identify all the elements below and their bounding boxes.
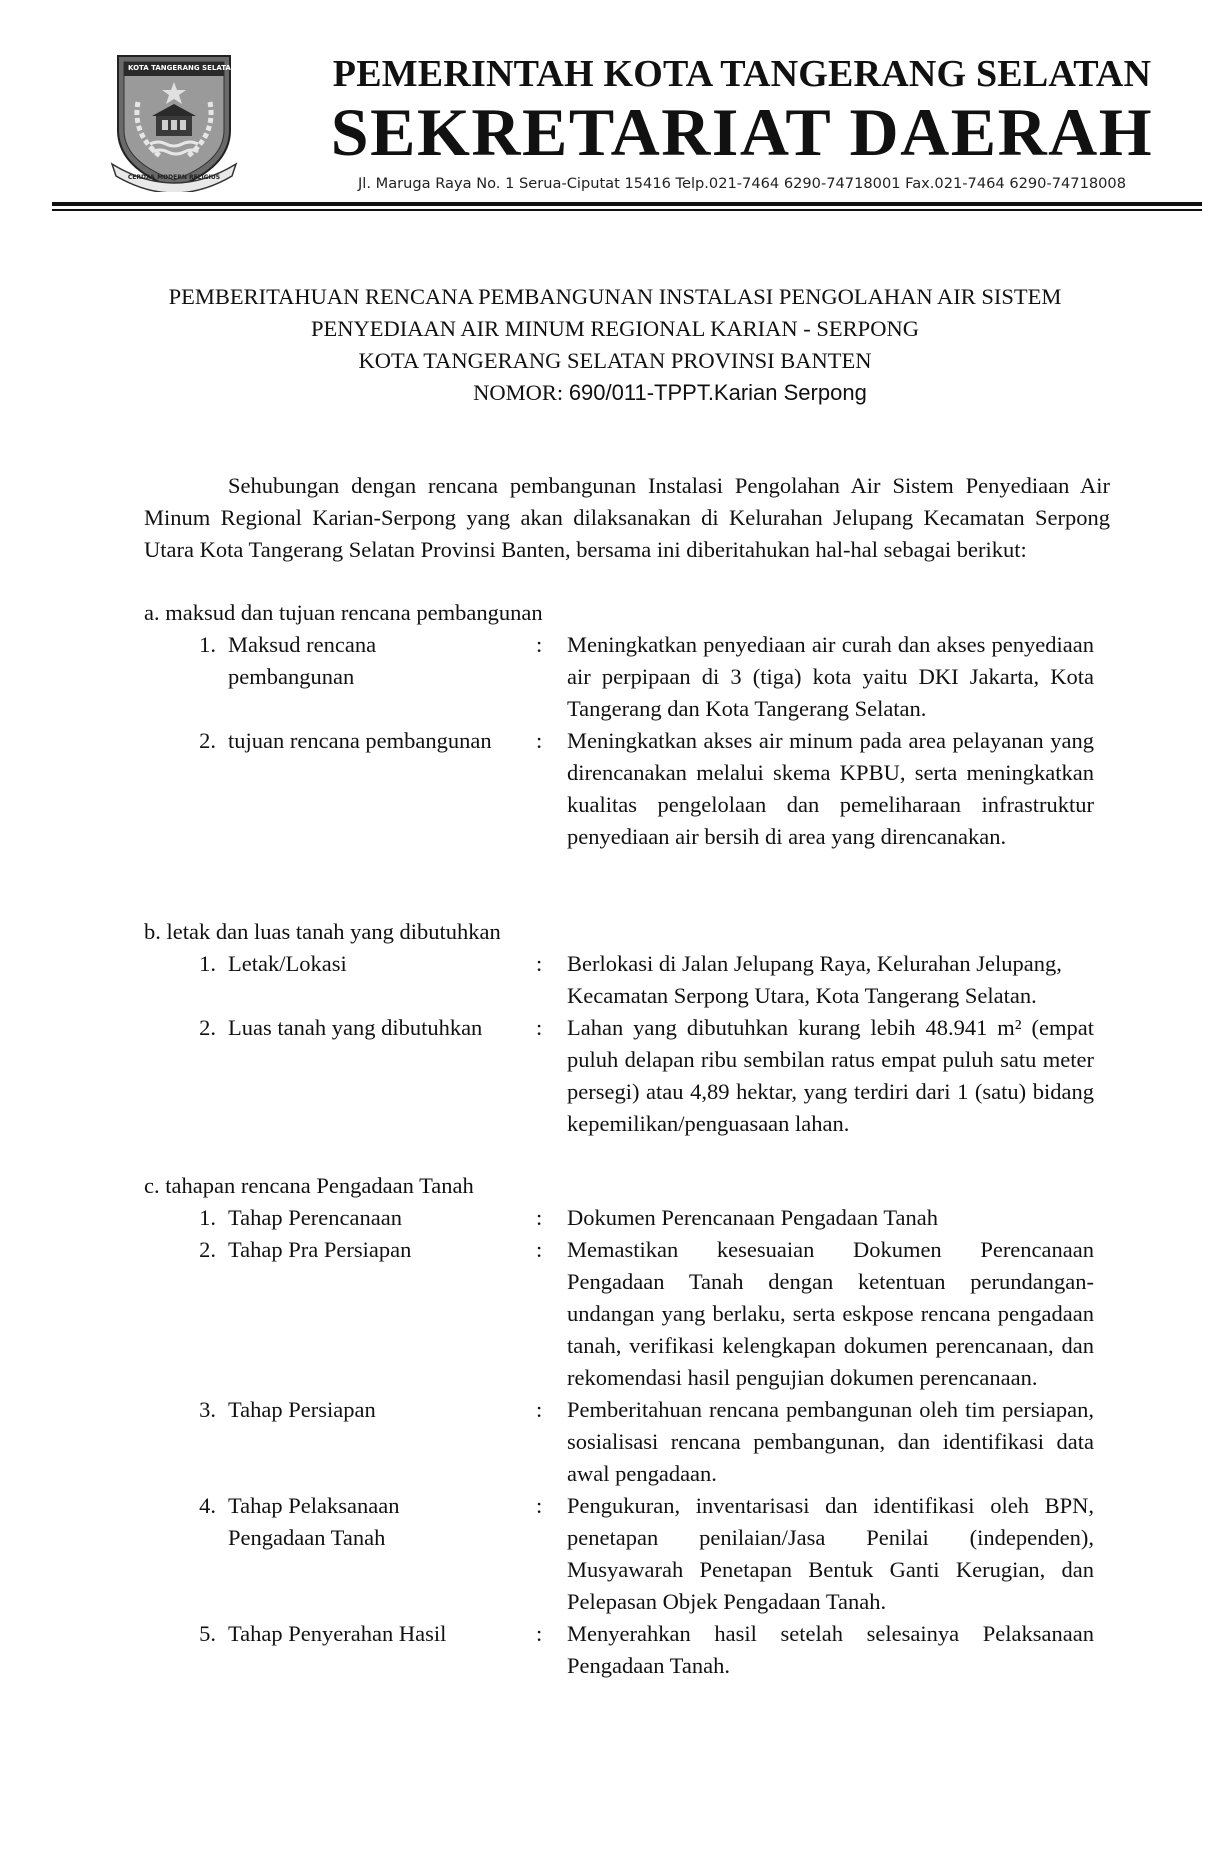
- letterhead-text: [282, 52, 1202, 194]
- item-value: Memastikan kesesuaian Dokumen Perencanaan Pengadaan Tanah dengan ketentuan perundangan-undangan yang berlaku, serta eskpose rencana pengadaan tanah, verifikasi kelengkapan dokumen perencanaan, dan rekomendasi hasil pengujian dokumen perencanaan.: [567, 1237, 1094, 1390]
- department-name: SEKRETARIAT DAERAH: [330, 94, 1154, 170]
- item-number: 2.: [199, 728, 216, 753]
- list-item: [144, 1202, 1104, 1234]
- item-label: Letak/Lokasi: [228, 951, 347, 976]
- item-label: Tahap Perencanaan: [228, 1205, 402, 1230]
- item-number: 2.: [199, 1237, 216, 1262]
- item-colon: :: [536, 1621, 543, 1646]
- nomor-label: NOMOR:: [473, 380, 569, 405]
- list-item: [144, 1394, 1104, 1490]
- item-value: Dokumen Perencanaan Pengadaan Tanah: [567, 1205, 938, 1230]
- item-colon: :: [536, 632, 543, 657]
- list-item: [144, 1012, 1104, 1140]
- list-item: [144, 629, 1104, 725]
- letterhead-rule-thick: [52, 202, 1202, 206]
- intro-paragraph: [144, 470, 1110, 566]
- document-number: [120, 377, 1110, 409]
- item-colon: :: [536, 1397, 543, 1422]
- item-value: Lahan yang dibutuhkan kurang lebih 48.941 m² (empat puluh delapan ribu sembilan ratus empat puluh satu meter persegi) atau 4,89 hektar, yang terdiri dari 1 (satu) bidang kepemilikan/penguasaan lahan.: [567, 1015, 1094, 1136]
- item-label: Maksud rencana pembangunan: [228, 632, 377, 689]
- section-purpose: [144, 597, 1104, 853]
- title-line-3: KOTA TANGERANG SELATAN PROVINSI BANTEN: [358, 348, 872, 373]
- letterhead: [52, 52, 1202, 208]
- item-value: Menyerahkan hasil setelah selesainya Pelaksanaan Pengadaan Tanah.: [567, 1621, 1094, 1678]
- item-value: Pengukuran, inventarisasi dan identifikasi oleh BPN, penetapan penilaian/Jasa Penilai (independen), Musyawarah Penetapan Bentuk Ganti Kerugian, dan Pelepasan Objek Pengadaan Tanah.: [567, 1493, 1094, 1614]
- section-stages: [144, 1170, 1104, 1682]
- item-number: 1.: [199, 632, 216, 657]
- item-number: 2.: [199, 1015, 216, 1040]
- item-label: Tahap Pra Persiapan: [228, 1237, 412, 1262]
- list-item: [144, 725, 1104, 853]
- item-value: Meningkatkan penyediaan air curah dan akses penyediaan air perpipaan di 3 (tiga) kota yaitu DKI Jakarta, Kota Tangerang dan Kota Tangerang Selatan.: [567, 632, 1094, 721]
- item-value: Berlokasi di Jalan Jelupang Raya, Kelurahan Jelupang, Kecamatan Serpong Utara, Kota Tangerang Selatan.: [567, 951, 1062, 1008]
- title-line-1: PEMBERITAHUAN RENCANA PEMBANGUNAN INSTALASI PENGOLAHAN AIR SISTEM: [168, 284, 1062, 309]
- item-number: 1.: [199, 1205, 216, 1230]
- item-label: Tahap Penyerahan Hasil: [228, 1621, 447, 1646]
- item-number: 1.: [199, 951, 216, 976]
- item-colon: :: [536, 1237, 543, 1262]
- item-value: Meningkatkan akses air minum pada area pelayanan yang direncanakan melalui skema KPBU, serta meningkatkan kualitas pengelolaan dan pemeliharaan infrastruktur penyediaan air bersih di area yang direncanakan.: [567, 728, 1094, 849]
- section-heading: a. maksud dan tujuan rencana pembangunan: [144, 600, 543, 625]
- logo-label-text: KOTA TANGERANG SELATAN: [128, 64, 237, 72]
- list-item: [144, 1234, 1104, 1394]
- item-colon: :: [536, 1493, 543, 1518]
- item-label: tujuan rencana pembangunan: [228, 728, 492, 753]
- section-heading: b. letak dan luas tanah yang dibutuhkan: [144, 919, 501, 944]
- list-item: [144, 948, 1104, 1012]
- item-number: 3.: [199, 1397, 216, 1422]
- list-item: [144, 1490, 1104, 1618]
- item-colon: :: [536, 1015, 543, 1040]
- item-number: 5.: [199, 1621, 216, 1646]
- logo-motto-text: CERDAS MODERN RELIGIUS: [127, 174, 221, 181]
- item-label: Tahap Pelaksanaan Pengadaan Tanah: [228, 1493, 400, 1550]
- section-heading: c. tahapan rencana Pengadaan Tanah: [144, 1173, 474, 1198]
- city-emblem-logo: [108, 52, 240, 192]
- office-address: Jl. Maruga Raya No. 1 Serua-Ciputat 15416 Telp.021-7464 6290-74718001 Fax.021-7464 6290-74718008: [357, 175, 1127, 192]
- item-colon: :: [536, 951, 543, 976]
- letterhead-rule-thin: [52, 209, 1202, 211]
- section-location: [144, 916, 1104, 1140]
- nomor-value: 690/011-TPPT.Karian Serpong: [568, 380, 867, 405]
- item-colon: :: [536, 728, 543, 753]
- item-colon: :: [536, 1205, 543, 1230]
- intro-text: Sehubungan dengan rencana pembangunan Instalasi Pengolahan Air Sistem Penyediaan Air Minum Regional Karian-Serpong yang akan dilaksanakan di Kelurahan Jelupang Kecamatan Serpong Utara Kota Tangerang Selatan Provinsi Banten, bersama ini diberitahukan hal-hal sebagai berikut:: [144, 473, 1110, 562]
- government-name: PEMERINTAH KOTA TANGERANG SELATAN: [332, 53, 1152, 95]
- item-number: 4.: [199, 1493, 216, 1518]
- item-label: Tahap Persiapan: [228, 1397, 376, 1422]
- item-label: Luas tanah yang dibutuhkan: [228, 1015, 483, 1040]
- item-value: Pemberitahuan rencana pembangunan oleh tim persiapan, sosialisasi rencana pembangunan, dan identifikasi data awal pengadaan.: [567, 1397, 1094, 1486]
- document-title: [120, 281, 1110, 409]
- list-item: [144, 1618, 1104, 1682]
- title-line-2: PENYEDIAAN AIR MINUM REGIONAL KARIAN - SERPONG: [311, 316, 919, 341]
